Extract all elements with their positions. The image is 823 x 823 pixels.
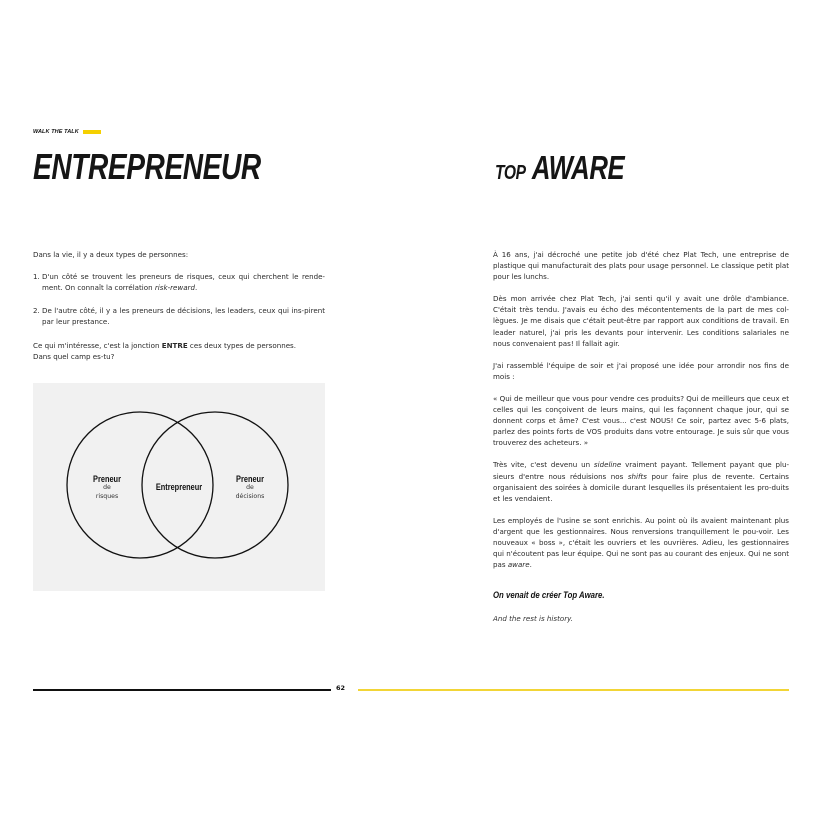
venn-right-title: Preneur <box>236 474 264 484</box>
numbered-list <box>33 271 325 339</box>
outro-line-1 <box>33 340 325 351</box>
footer-rule-left <box>33 689 331 691</box>
list-text <box>42 305 325 327</box>
list-number: 2. <box>33 306 40 316</box>
body-paragraph <box>493 515 789 570</box>
paragraph-text: . <box>529 560 532 570</box>
venn-label-left <box>77 474 137 501</box>
venn-right-sub2: décisions <box>235 492 265 500</box>
body-paragraph <box>493 249 789 282</box>
list-text-main: De l'autre côté, il y a les preneurs de décisions, les leaders, ceux qui ins-pirent par leur prestance. <box>42 306 325 327</box>
body-paragraph <box>493 459 789 503</box>
page-number: 62 <box>336 684 346 692</box>
list-text <box>42 271 325 293</box>
outro-emphasis: ENTRE <box>161 341 188 350</box>
kicker-accent-bar <box>83 130 101 134</box>
left-page-title: ENTREPRENEUR <box>33 146 261 187</box>
paragraph-text: pour faire plus de revente. Certains organisaient des soirées à domicile durant lesquelles ils présentaient les pro-duits et les vendaient. <box>493 471 789 503</box>
venn-left-sub2: risques <box>95 492 119 500</box>
emphasis-text: sideline <box>593 460 622 470</box>
right-body-paragraphs <box>493 249 789 570</box>
body-paragraph <box>493 393 789 448</box>
list-text-emphasis: risk-reward <box>154 283 195 293</box>
list-number: 1. <box>33 272 40 281</box>
outro-line-2: Dans quel camp es-tu? <box>33 352 115 362</box>
kicker-label: WALK THE TALK <box>33 129 79 135</box>
outro-text: Ce qui m'intéresse, c'est la jonction <box>33 341 162 350</box>
list-text-main: D'un côté se trouvent les preneurs de risques, ceux qui cherchent le rende-ment. On connaît la corrélation <box>42 272 325 293</box>
paragraph-text: Très vite, c'est devenu un <box>493 460 594 470</box>
left-outro-paragraph <box>33 340 325 362</box>
closing-statement: On venait de créer Top Aware. <box>493 590 605 601</box>
body-paragraph <box>493 293 789 348</box>
body-paragraph <box>493 360 789 382</box>
paragraph-text: Dès mon arrivée chez Plat Tech, j'ai senti qu'il y avait une drôle d'ambiance. C'était très tendu. J'avais eu écho des mécontentements de la part de mes col-lègues. Je me disais que c'était peut-être par rapport aux conditions de travail. En leader naturel, j'ai pris les devants pour intervenir. Les conditions salariales ne nous convenaient pas! Il fallait agir. <box>493 294 789 348</box>
paragraph-text: J'ai rassemblé l'équipe de soir et j'ai proposé une idée pour arrondir nos fins de mois : <box>493 360 789 381</box>
footer-rule-right <box>358 689 789 691</box>
paragraph-text: « Qui de meilleur que vous pour vendre ces produits? Qui de meilleurs que ceux et celles qui les conçoivent de leurs mains, qui les façonnent chaque jour, qui se donnent corps et âme? C'est vous... c'est NOUS! Ce soir, partez avec 5-6 plats, parlez des points forts de VOS produits dans votre entourage. Je suis sûr que vous trouverez des acheteurs. » <box>493 393 789 448</box>
right-page-title <box>495 149 624 187</box>
paragraph-text: Les employés de l'usine se sont enrichis. Au point où ils avaient maintenant plus d'argent que les gestionnaires. Nous renversions tranquillement le pou-voir. Les nouveaux « boss », c'était les ouvriers et les ouvrières. Adieu, les gestionnaires qui n'écoutent pas leur équipe. Qui ne sont pas au courant des enjeux. Qui ne sont pas <box>493 515 789 570</box>
paragraph-text: À 16 ans, j'ai décroché une petite job d'été chez Plat Tech, une entreprise de plastique qui manufacturait des plats pour usage personnel. Le classique petit plat pour les lunchs. <box>493 250 789 282</box>
venn-center-title: Entrepreneur <box>155 482 203 492</box>
venn-right-sub1: de <box>246 484 254 491</box>
outro-text-tail: ces deux types de personnes. <box>187 341 297 350</box>
list-text-tail: . <box>194 283 198 293</box>
closing-tagline: And the rest is history. <box>493 614 574 623</box>
intro-text: Dans la vie, il y a deux types de personnes: <box>33 250 189 259</box>
venn-left-sub1: de <box>103 484 111 491</box>
emphasis-text: aware <box>507 560 530 570</box>
title-small-word: TOP <box>495 162 526 184</box>
venn-left-title: Preneur <box>93 474 121 484</box>
venn-diagram <box>33 383 325 591</box>
title-large-word: AWARE <box>531 149 625 186</box>
paragraph-text: vraiment payant. Tellement payant que plu-sieurs d'entre nous réduisions nos <box>493 460 790 481</box>
section-kicker <box>33 129 101 135</box>
list-item <box>33 271 325 293</box>
venn-label-center <box>141 482 217 492</box>
emphasis-text: shifts <box>627 471 647 481</box>
venn-label-right <box>219 474 281 501</box>
left-intro-paragraph <box>33 249 325 260</box>
list-item <box>33 305 325 327</box>
